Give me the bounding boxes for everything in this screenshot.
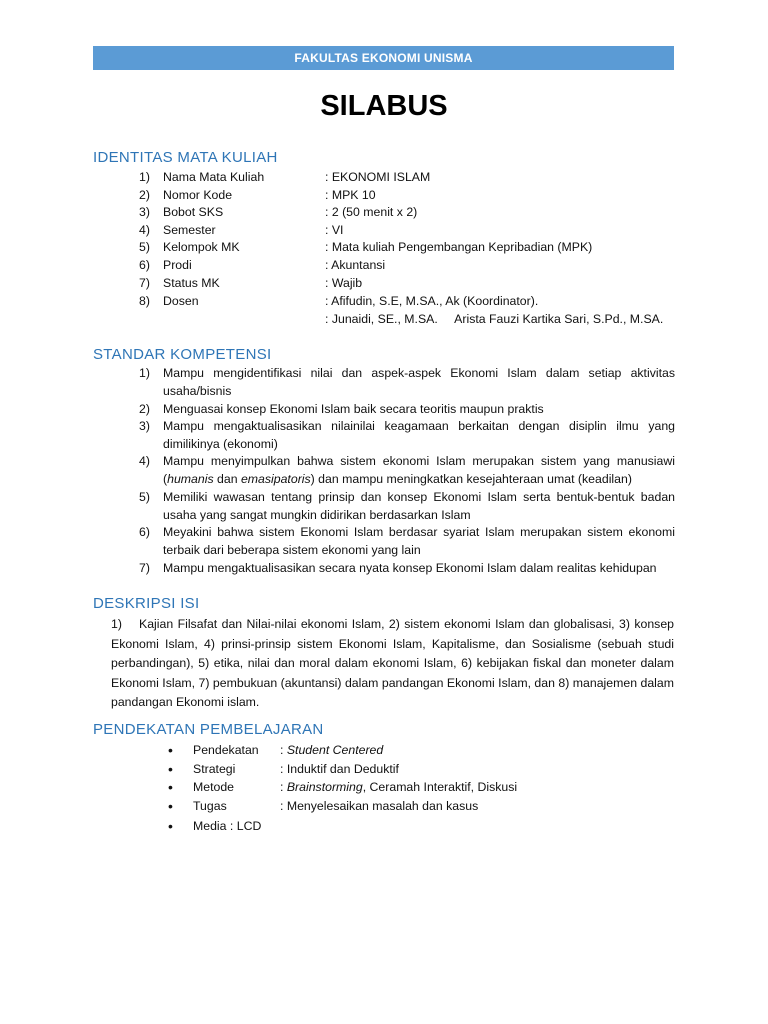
bullet-icon: • <box>168 779 173 795</box>
item-text-italic: emasipatoris <box>240 471 311 486</box>
identity-row <box>0 257 768 274</box>
identity-row <box>0 204 768 221</box>
row-value: : Afifudin, S.E, M.SA., Ak (Koordinator). <box>325 294 539 308</box>
item-label: Tugas <box>193 799 227 813</box>
approach-item <box>0 817 768 835</box>
row-value: : VI <box>325 223 344 237</box>
row-label: Prodi <box>163 258 192 272</box>
item-value-text: , Ceramah Interaktif, Diskusi <box>362 780 518 794</box>
row-label: Dosen <box>163 294 199 308</box>
identity-row <box>0 222 768 239</box>
description-paragraph <box>111 615 674 713</box>
item-number: 2) <box>139 402 150 416</box>
row-number: 3) <box>139 205 150 219</box>
identity-row <box>0 293 768 310</box>
item-text: Menguasai konsep Ekonomi Islam baik secara teoritis maupun praktis <box>163 402 544 416</box>
section-heading-pendekatan: PENDEKATAN PEMBELAJARAN <box>93 721 324 738</box>
row-label: Status MK <box>163 276 220 290</box>
identity-row-continued <box>0 311 768 328</box>
item-value <box>280 797 478 815</box>
bullet-icon: • <box>168 798 173 814</box>
row-number: 2) <box>139 188 150 202</box>
row-number: 8) <box>139 294 150 308</box>
item-number: 1) <box>111 617 122 631</box>
colon: : <box>280 762 287 776</box>
item-number: 7) <box>139 561 150 575</box>
bullet-icon: • <box>168 761 173 777</box>
row-number: 1) <box>139 170 150 184</box>
row-value: : Junaidi, SE., M.SA. Arista Fauzi Kartika Sari, S.Pd., M.SA. <box>325 312 664 326</box>
item-value-text: Menyelesaikan masalah dan kasus <box>286 799 479 813</box>
item-number: 5) <box>139 490 150 504</box>
row-label: Semester <box>163 223 216 237</box>
approach-item <box>0 778 768 796</box>
bullet-icon: • <box>168 818 173 834</box>
approach-item <box>0 797 768 815</box>
identity-row <box>0 187 768 204</box>
item-number: 1) <box>139 366 150 380</box>
item-text <box>163 453 675 488</box>
item-text-part: Mampu menyimpulkan bahwa sistem ekonomi Islam merupakan sistem yang manusiawi ( <box>163 454 675 486</box>
item-value <box>280 741 383 759</box>
item-value <box>280 760 399 778</box>
colon: : <box>280 799 287 813</box>
item-label: Media : LCD <box>193 819 262 833</box>
row-label: Bobot SKS <box>163 205 224 219</box>
item-label: Metode <box>193 780 235 794</box>
item-text: Mampu mengaktualisasikan secara nyata konsep Ekonomi Islam dalam realitas kehidupan <box>163 561 657 575</box>
description-text: Kajian Filsafat dan Nilai-nilai ekonomi Islam, 2) sistem ekonomi Islam dan globalisasi, 3) konsep Ekonomi Islam, 4) prinsi-prinsip sistem Ekonomi Islam, Kapitalisme, dan Sosialisme (sebuah studi perbandingan), 5) etika, nilai dan moral dalam ekonomi Islam, 6) kebijakan fiskal dan moneter dalam Ekonomi Islam, 7) pembukuan (akuntansi) dalam pandangan Ekonomi Islam, dan 8) manajemen dalam pandangan Ekonomi islam. <box>111 617 674 709</box>
item-label: Pendekatan <box>193 743 259 757</box>
row-number: 5) <box>139 240 150 254</box>
row-value: : 2 (50 menit x 2) <box>325 205 418 219</box>
identity-row <box>0 239 768 256</box>
faculty-banner: FAKULTAS EKONOMI UNISMA <box>93 46 674 70</box>
row-value: : Mata kuliah Pengembangan Kepribadian (MPK) <box>325 240 593 254</box>
row-label: Kelompok MK <box>163 240 240 254</box>
approach-item <box>0 760 768 778</box>
row-value: : Akuntansi <box>325 258 386 272</box>
section-heading-deskripsi: DESKRIPSI ISI <box>93 595 200 612</box>
identity-row <box>0 275 768 292</box>
identity-row <box>0 169 768 186</box>
item-text: Mampu mengaktualisasikan nilainilai keagamaan berkaitan dengan disiplin ilmu yang dimilikinya (ekonomi) <box>163 419 675 451</box>
item-value-text: Induktif dan Deduktif <box>286 762 399 776</box>
row-label: Nama Mata Kuliah <box>163 170 265 184</box>
item-number: 6) <box>139 525 150 539</box>
row-label: Nomor Kode <box>163 188 233 202</box>
row-number: 6) <box>139 258 150 272</box>
section-heading-standar: STANDAR KOMPETENSI <box>93 346 272 363</box>
item-text-part: dan <box>213 471 241 486</box>
document-title: SILABUS <box>320 90 448 122</box>
item-text: Mampu mengidentifikasi nilai dan aspek-aspek Ekonomi Islam dalam setiap aktivitas usaha/bisnis <box>163 366 675 398</box>
colon: : <box>280 780 287 794</box>
row-value: : EKONOMI ISLAM <box>325 170 431 184</box>
item-text-part: ) dan mampu meningkatkan kesejahteraan umat (keadilan) <box>310 471 632 486</box>
colon: : <box>280 743 287 757</box>
section-heading-identitas: IDENTITAS MATA KULIAH <box>93 149 278 166</box>
item-value-italic: Brainstorming <box>286 780 363 794</box>
approach-item <box>0 741 768 759</box>
item-value-italic: Student Centered <box>286 743 384 757</box>
item-text-italic: humanis <box>167 471 214 486</box>
bullet-icon: • <box>168 742 173 758</box>
row-number: 4) <box>139 223 150 237</box>
item-number: 4) <box>139 454 150 468</box>
item-text: Memiliki wawasan tentang prinsip dan konsep Ekonomi Islam serta bentuk-bentuk badan usaha yang sangat mungkin didirikan berdasarkan Islam <box>163 490 675 522</box>
item-value <box>280 778 517 796</box>
row-value: : MPK 10 <box>325 188 376 202</box>
item-label: Strategi <box>193 762 236 776</box>
item-number: 3) <box>139 419 150 433</box>
row-value: : Wajib <box>325 276 363 290</box>
row-number: 7) <box>139 276 150 290</box>
item-text: Meyakini bahwa sistem Ekonomi Islam berdasar syariat Islam merupakan sistem ekonomi terbaik dari beberapa sistem ekonomi yang lain <box>163 525 675 557</box>
